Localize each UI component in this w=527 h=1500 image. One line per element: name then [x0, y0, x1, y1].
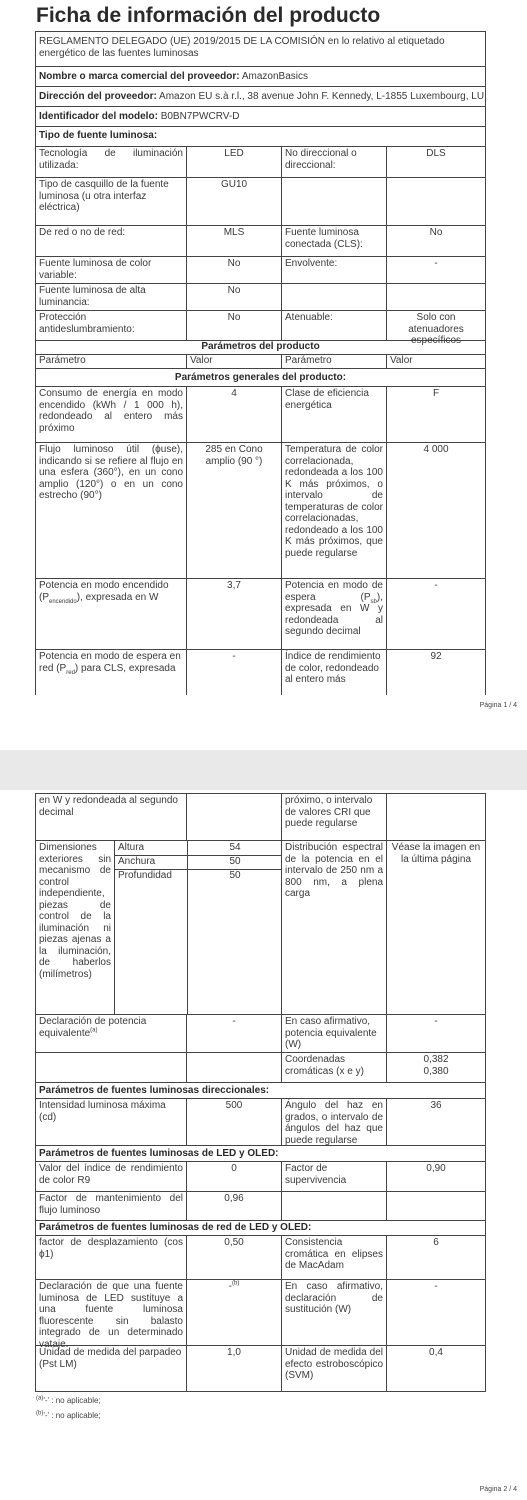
param-label: Envolvente:: [281, 257, 386, 283]
param-value: 0,4: [386, 1346, 485, 1391]
param-value: MLS: [186, 226, 281, 256]
general-row: [35, 579, 486, 650]
param-value: 0,90: [386, 1162, 485, 1191]
param-value: GU10: [186, 178, 281, 225]
params-heading: Parámetros del producto: [201, 341, 320, 352]
light-source-type-row: [35, 127, 486, 147]
param-value: Véase la imagen en la última página: [386, 841, 485, 1014]
type-row: [35, 147, 486, 178]
param-label: Factor de supervivencia: [281, 1162, 386, 1191]
directional-header-row: [35, 1083, 486, 1099]
param-value: [186, 794, 281, 840]
dimension-name: Profundidad: [118, 870, 172, 881]
mains-row: [35, 1280, 486, 1350]
supplier-name-row: [35, 67, 486, 87]
param-label: Factor de mantenimiento del flujo luminoso: [39, 1193, 183, 1216]
general-row: [35, 650, 486, 695]
dimension-value: 54: [187, 841, 282, 855]
led-row: [35, 1162, 486, 1192]
param-value: No: [386, 226, 485, 256]
page-number: Página 2 / 4: [479, 1486, 517, 1493]
param-label: [281, 178, 386, 225]
param-label: En caso afirmativo, potencia equivalente (W): [281, 1015, 386, 1052]
general-params-heading: Parámetros generales del producto:: [174, 372, 347, 383]
page-gap: [0, 750, 527, 790]
param-label: Consumo de energía en modo encendido (kWh / 1 000 h), redondeado al entero más próximo: [39, 388, 183, 434]
param-value: 4 000: [386, 443, 485, 578]
param-label: en W y redondeada al segundo decimal: [39, 795, 178, 818]
param-value: -: [186, 650, 281, 695]
mains-row: [35, 1346, 486, 1392]
general-row: [35, 387, 486, 443]
param-label: próximo, o intervalo de valores CRI que puede regularse: [281, 794, 386, 840]
param-label: Flujo luminoso útil (ϕuse), indicando si se refiere al flujo en una esfera (360°), en un cono amplio (120°) o en un cono estrecho (90°): [39, 444, 183, 501]
param-label: [281, 284, 386, 310]
directional-row: [35, 1099, 486, 1146]
param-label: Unidad de medida del efecto estroboscópico (SVM): [281, 1346, 386, 1391]
supplier-address-row: [35, 87, 486, 107]
param-label: [281, 1192, 386, 1220]
param-label: De red o no de red:: [39, 227, 126, 238]
directional-params-heading: Parámetros de fuentes luminosas direccionales:: [39, 1085, 270, 1096]
column-header: Parámetro: [39, 355, 86, 366]
param-label: Consistencia cromática en elipses de MacAdam: [281, 1236, 386, 1279]
mains-header-row: [35, 1221, 486, 1236]
param-value: 285 en Cono amplio (90 °): [186, 443, 281, 578]
param-value: 0: [186, 1162, 281, 1191]
supplier-name-label: Nombre o marca comercial del proveedor:: [39, 71, 240, 82]
light-source-type-heading: Tipo de fuente luminosa:: [39, 130, 158, 141]
footnote: $^{(a)}$'-' : no aplicable;: [36, 1395, 101, 1405]
continued-row: [35, 793, 486, 841]
param-value: 0,50: [186, 1236, 281, 1279]
general-row: [35, 443, 486, 579]
param-label: Potencia en modo encendido $(P_{encendido})$, expresada en W: [39, 580, 169, 605]
param-value: F: [386, 387, 485, 442]
param-value: 1,0: [186, 1346, 281, 1391]
param-value: [386, 1053, 485, 1082]
dimension-row: [115, 841, 282, 856]
model-id-value: B0BN7PWCRV-D: [160, 111, 240, 122]
param-label: Fuente luminosa de alta luminancia:: [39, 285, 146, 308]
param-value: 0,96: [186, 1192, 281, 1220]
dimension-row: [115, 869, 282, 1014]
led-params-heading: Parámetros de fuentes luminosas de LED y OLED:: [39, 1148, 279, 1159]
model-id-label: Identificador del modelo:: [39, 111, 158, 122]
dimensions-label: Dimensiones exteriores sin mecanismo de control independiente, piezas de control de la iluminación ni piezas ajenas a la iluminación, de haberlos (milímetros): [39, 842, 111, 980]
chromaticity-x: 0,382: [423, 1054, 449, 1065]
param-value: [186, 1053, 281, 1082]
led-row: [35, 1192, 486, 1221]
type-row: [35, 178, 486, 226]
page-number: Página 1 / 4: [479, 702, 517, 709]
param-label: Clase de eficiencia energética: [281, 387, 386, 442]
param-value: Solo con atenuadores específicos: [386, 311, 485, 340]
param-value: No: [186, 311, 281, 340]
param-value: [386, 178, 485, 225]
param-label: Coordenadas cromáticas (x e y): [281, 1053, 386, 1082]
param-label: Declaración de potencia equivalente$^{(a)}$: [39, 1016, 147, 1039]
param-label: Declaración de que una fuente luminosa de LED sustituye a una fuente luminosa fluorescente sin balasto integrado de un determinado vataje.: [39, 1281, 183, 1350]
param-value: -: [386, 257, 485, 283]
footnote: $^{(b)}$'-' : no aplicable;: [36, 1410, 101, 1420]
chromaticity-y: 0,380: [423, 1065, 449, 1077]
param-label: Tipo de casquillo de la fuente luminosa (u otra interfaz eléctrica): [39, 179, 169, 213]
general-header-row: [35, 369, 486, 387]
type-row: [35, 311, 486, 346]
params-header-row: [35, 341, 486, 355]
param-value: -: [186, 1015, 281, 1052]
dimension-value: 50: [187, 855, 282, 869]
column-header: Valor: [186, 355, 281, 368]
param-value: [386, 1192, 485, 1220]
param-value: 92: [386, 650, 485, 695]
param-value: -: [386, 1015, 485, 1052]
param-value: No: [186, 284, 281, 310]
dimension-name: Anchura: [118, 856, 156, 867]
type-row: [35, 226, 486, 257]
column-header: Parámetro: [281, 355, 386, 368]
param-value: 500: [186, 1099, 281, 1145]
param-label: Atenuable:: [281, 311, 386, 340]
supplier-name-value: AmazonBasics: [241, 71, 308, 82]
param-label: Valor del índice de rendimiento de color R9: [39, 1163, 183, 1186]
param-value: No: [186, 257, 281, 283]
column-header: Valor: [386, 355, 485, 368]
dimension-value: 50: [187, 869, 282, 1014]
param-label: Intensidad luminosa máxima (cd): [39, 1100, 166, 1123]
param-label: No direccional o direccional:: [281, 147, 386, 177]
document-title: Ficha de información del producto: [36, 4, 381, 27]
param-label: Fuente luminosa de color variable:: [39, 258, 152, 281]
led-header-row: [35, 1146, 486, 1162]
param-label: Unidad de medida del parpadeo (Pst LM): [39, 1347, 182, 1370]
supplier-address-label: Dirección del proveedor:: [39, 91, 157, 102]
param-label: Temperatura de color correlacionada, redondeada a los 100 K más próximos, o intervalo de temperaturas de color correlacionadas, redondeado a los 100 K más próximos, que puede regularse: [281, 443, 386, 578]
equivalent-power-row: [35, 1015, 486, 1053]
param-label: Distribución espectral de la potencia en el intervalo de 250 nm a 800 nm, a plena carga: [281, 841, 386, 1014]
param-label: Potencia en modo de espera $(P_{sb})$, expresada en W y redondeada al segundo decimal: [281, 579, 386, 649]
chromaticity-row: [35, 1053, 486, 1083]
param-label: [36, 1053, 186, 1082]
param-value: -: [386, 1280, 485, 1345]
param-label: Ángulo del haz en grados, o intervalo de ángulos del haz que puede regularse: [281, 1099, 386, 1145]
param-label: Potencia en modo de espera en red $(P_{red})$ para CLS, expresada: [39, 651, 181, 676]
dimensions-values: [114, 841, 281, 1014]
dimension-row: [115, 855, 282, 870]
param-value: 3,7: [186, 579, 281, 649]
param-label: factor de desplazamiento (cos ϕ1): [39, 1237, 183, 1260]
page-2: [0, 790, 527, 1500]
dimensions-row: [35, 841, 486, 1015]
param-value: 6: [386, 1236, 485, 1279]
param-value: 4: [186, 387, 281, 442]
type-row: [35, 257, 486, 284]
param-value: [386, 284, 485, 310]
model-id-row: [35, 107, 486, 127]
param-value: -$^{(b)}$: [186, 1280, 281, 1345]
regulation-row: [35, 31, 486, 67]
param-value: DLS: [386, 147, 485, 177]
mains-params-heading: Parámetros de fuentes luminosas de red de LED y OLED:: [39, 1222, 312, 1233]
param-label: Protección antideslumbramiento:: [39, 312, 135, 335]
param-label: En caso afirmativo, declaración de sustitución (W): [281, 1280, 386, 1345]
mains-row: [35, 1236, 486, 1280]
param-label: Fuente luminosa conectada (CLS):: [281, 226, 386, 256]
column-headers-row: [35, 355, 486, 369]
param-value: -: [386, 579, 485, 649]
dimension-name: Altura: [118, 842, 145, 853]
param-label: Tecnología de iluminación utilizada:: [39, 148, 183, 171]
param-label: Índice de rendimiento de color, redondeado al entero más: [281, 650, 386, 695]
regulation-text: REGLAMENTO DELEGADO (UE) 2019/2015 DE LA COMISIÓN en lo relativo al etiquetado energético de las fuentes luminosas: [39, 36, 445, 59]
param-value: [386, 794, 485, 840]
supplier-address-value: Amazon EU s.à r.l., 38 avenue John F. Kennedy, L-1855 Luxembourg, LU: [159, 91, 485, 102]
type-row: [35, 284, 486, 311]
param-value: LED: [186, 147, 281, 177]
param-value: 36: [386, 1099, 485, 1145]
